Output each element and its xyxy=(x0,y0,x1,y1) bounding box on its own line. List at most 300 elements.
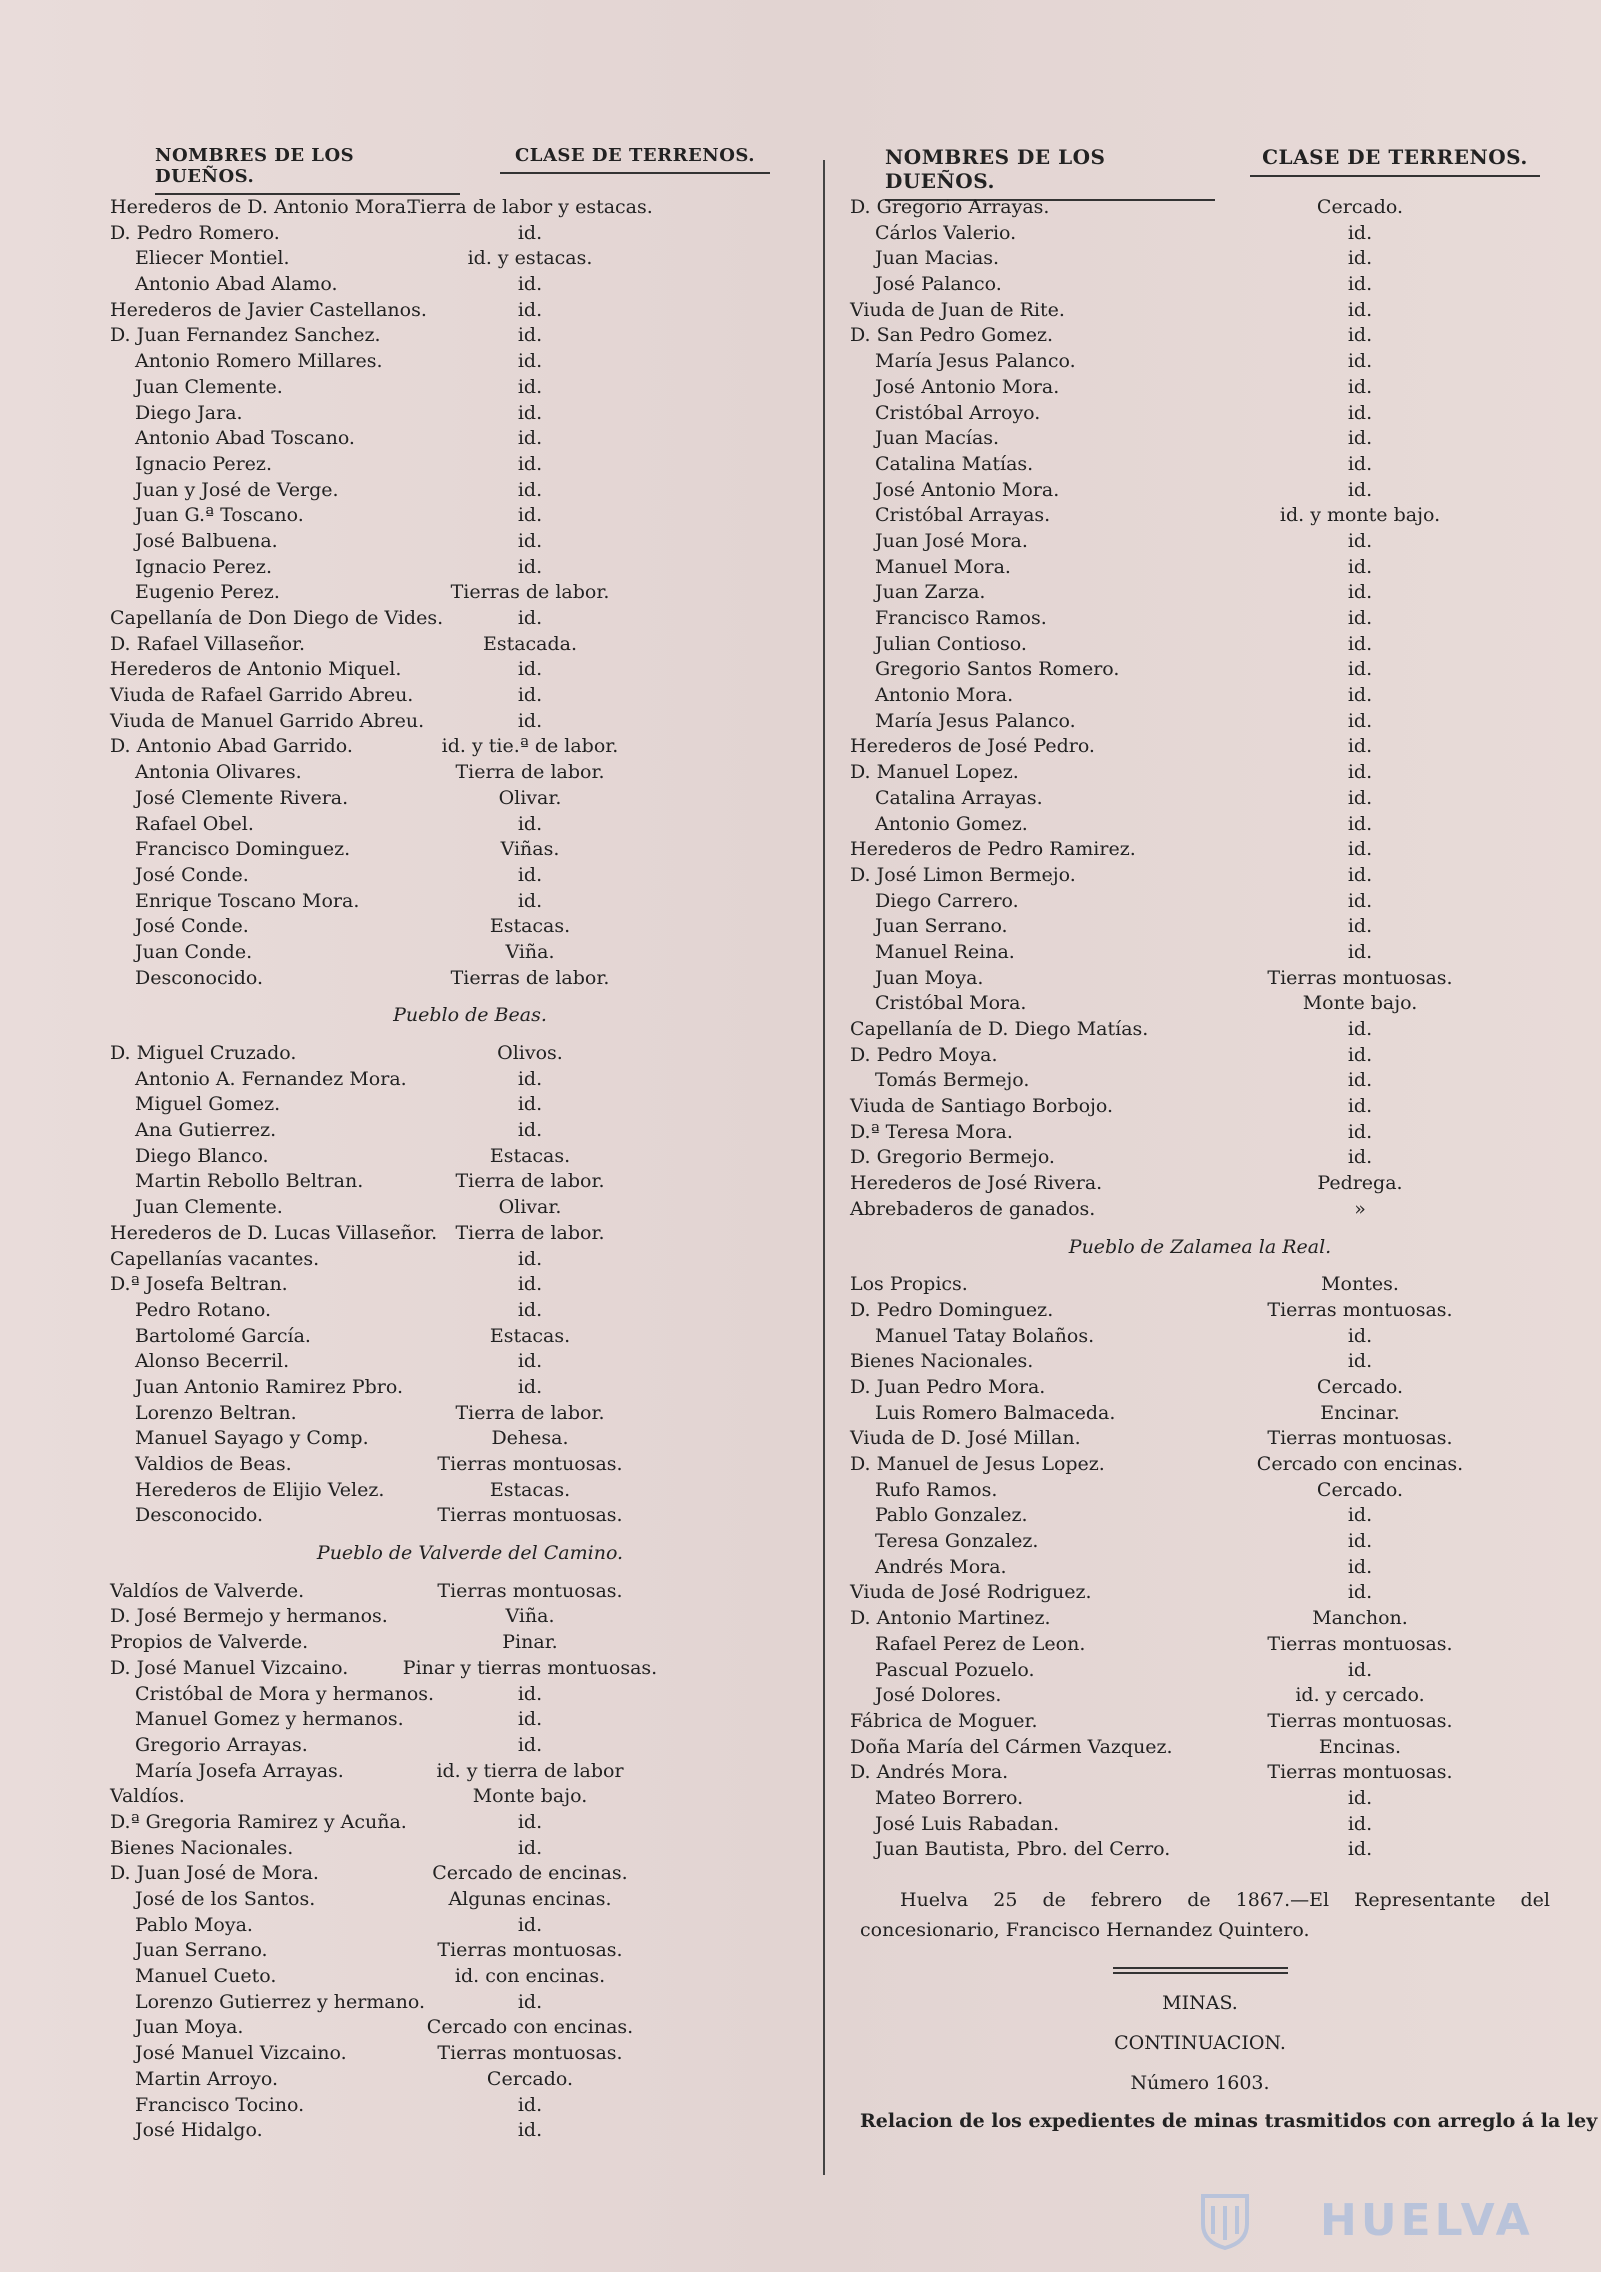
table-row xyxy=(850,1375,1550,1401)
owner-name: Pascual Pozuelo. xyxy=(875,1658,1035,1681)
land-type: Algunas encinas. xyxy=(448,1888,612,1910)
owner-name: Antonio Gomez. xyxy=(875,812,1028,835)
owner-name: Desconocido. xyxy=(135,1504,264,1527)
land-type: Tierras montuosas. xyxy=(1267,1709,1453,1732)
table-row xyxy=(110,1144,830,1170)
table-row xyxy=(850,401,1550,427)
land-type: Cercado con encinas. xyxy=(426,2016,634,2039)
land-type: id. xyxy=(1347,1120,1373,1143)
land-type: id. xyxy=(1347,1146,1373,1169)
owner-name: Juan G.ª Toscano. xyxy=(135,504,304,527)
land-type: Tierras montuosas. xyxy=(437,2042,623,2065)
table-row xyxy=(110,529,830,555)
land-type: id. xyxy=(1347,889,1373,912)
table-row xyxy=(110,503,830,529)
owner-name: Herederos de D. Lucas Villaseñor. xyxy=(110,1221,438,1244)
owner-name: Diego Jara. xyxy=(135,401,243,424)
land-type: id. xyxy=(517,298,543,321)
land-type: id. xyxy=(1347,427,1373,450)
table-row xyxy=(850,1145,1550,1171)
land-type: id. xyxy=(517,555,543,578)
table-row xyxy=(110,606,830,632)
land-type: Tierras montuosas. xyxy=(1267,1761,1453,1784)
owner-name: D. José Manuel Vizcaino. xyxy=(110,1656,349,1679)
table-row xyxy=(850,1171,1550,1197)
owner-name: Lorenzo Beltran. xyxy=(135,1401,297,1424)
land-type: id. xyxy=(1347,786,1373,809)
owner-name: Diego Carrero. xyxy=(875,889,1019,912)
owner-name: Rufo Ramos. xyxy=(875,1478,998,1501)
left-entries xyxy=(110,195,830,2144)
owner-name: Ignacio Perez. xyxy=(135,452,272,475)
owners-heading: NOMBRES DE LOS DUEÑOS. xyxy=(155,145,460,195)
land-type: id. xyxy=(517,375,543,398)
land-type: Encinar. xyxy=(1320,1401,1400,1424)
table-row xyxy=(850,606,1550,632)
owner-name: María Jesus Palanco. xyxy=(875,350,1076,373)
table-row xyxy=(110,1733,830,1759)
land-type: id. xyxy=(1347,555,1373,578)
owner-name: Juan Clemente. xyxy=(135,375,283,398)
land-type: id. y tierra de labor xyxy=(436,1759,624,1782)
table-row xyxy=(850,478,1550,504)
watermark-shield-icon xyxy=(1195,2190,1255,2250)
owner-name: D. Pedro Romero. xyxy=(110,221,280,244)
land-type: id. xyxy=(517,1298,543,1321)
land-type: id. xyxy=(1347,273,1373,296)
table-row xyxy=(110,1041,830,1067)
land-type: id. xyxy=(517,1913,543,1936)
table-row xyxy=(110,1630,830,1656)
owner-name: D. Antonio Abad Garrido. xyxy=(110,735,353,758)
table-row xyxy=(110,580,830,606)
owner-name: Desconocido. xyxy=(135,966,264,989)
land-type: id. xyxy=(1347,1530,1373,1553)
owner-name: D. Andrés Mora. xyxy=(850,1761,1009,1784)
land-type: Olivar. xyxy=(498,786,562,809)
land-type: id. con encinas. xyxy=(454,1965,606,1988)
land-type: Tierras montuosas. xyxy=(1267,1632,1453,1655)
table-row xyxy=(110,657,830,683)
table-row xyxy=(110,555,830,581)
land-type: id. xyxy=(517,504,543,527)
land-type: Monte bajo. xyxy=(1302,992,1418,1015)
owner-name: D. Manuel Lopez. xyxy=(850,761,1019,784)
land-type: id. xyxy=(517,607,543,629)
table-row xyxy=(850,812,1550,838)
owner-name: Francisco Dominguez. xyxy=(135,838,351,861)
owner-name: Juan Conde. xyxy=(135,940,253,963)
land-type: id. xyxy=(517,1733,543,1756)
table-row xyxy=(850,1760,1550,1786)
table-row xyxy=(110,1221,830,1247)
owner-name: Rafael Obel. xyxy=(135,812,254,835)
table-row xyxy=(850,1837,1550,1863)
land-type: id. xyxy=(1347,735,1373,758)
table-row xyxy=(850,1735,1550,1761)
owner-name: Los Propics. xyxy=(850,1273,968,1296)
table-row xyxy=(850,1043,1550,1069)
table-row xyxy=(110,734,830,760)
land-type: Pedrega. xyxy=(1317,1172,1403,1195)
owner-name: Doña María del Cármen Vazquez. xyxy=(850,1735,1173,1758)
owner-name: Pablo Gonzalez. xyxy=(875,1504,1028,1527)
land-type: Cercado. xyxy=(1316,196,1404,218)
owner-name: Francisco Tocino. xyxy=(135,2093,305,2116)
table-row xyxy=(850,940,1550,966)
table-row xyxy=(850,889,1550,915)
land-type: Tierras montuosas. xyxy=(437,1504,623,1527)
land-type: id. xyxy=(1347,812,1373,835)
owner-name: Martin Rebollo Beltran. xyxy=(135,1170,364,1193)
table-row xyxy=(850,426,1550,452)
table-row xyxy=(850,1068,1550,1094)
table-row xyxy=(850,323,1550,349)
owner-name: Capellanía de D. Diego Matías. xyxy=(850,1018,1149,1040)
table-row xyxy=(850,503,1550,529)
land-type: Cercado con encinas. xyxy=(1256,1453,1464,1475)
owner-name: Mateo Borrero. xyxy=(875,1786,1024,1809)
owner-name: Alonso Becerril. xyxy=(135,1350,290,1373)
land-type: Tierra de labor. xyxy=(455,761,605,784)
owner-name: Teresa Gonzalez. xyxy=(875,1530,1039,1553)
closing-signature: Huelva 25 de febrero de 1867.—El Representante del concesionario, Francisco Hernandez Quintero. xyxy=(860,1889,1550,1941)
owner-name: Enrique Toscano Mora. xyxy=(135,889,360,912)
owner-name: Catalina Arrayas. xyxy=(875,786,1043,809)
table-row xyxy=(110,1067,830,1093)
owner-name: Antonio Abad Alamo. xyxy=(135,273,338,296)
owner-name: Capellanía de Don Diego de Vides. xyxy=(110,607,444,629)
land-type: id. xyxy=(1347,838,1373,861)
owner-name: Juan Bautista, Pbro. del Cerro. xyxy=(875,1838,1171,1861)
owner-name: Viuda de Rafael Garrido Abreu. xyxy=(110,684,414,707)
section-heading: Pueblo de Zalamea la Real. xyxy=(1068,1235,1332,1258)
owner-name: D. Gregorio Arrayas. xyxy=(850,196,1050,218)
table-row xyxy=(850,991,1550,1017)
relacion-line: Relacion de los expedientes de minas trasmitidos con arreglo á la ley xyxy=(860,2110,1598,2132)
right-column xyxy=(850,135,1598,2132)
land-type: Tierra de labor. xyxy=(455,1170,605,1193)
table-row xyxy=(850,529,1550,555)
owner-name: María Jesus Palanco. xyxy=(875,709,1076,732)
land-type: id. xyxy=(1347,375,1373,398)
land-type: id. y cercado. xyxy=(1295,1684,1425,1707)
table-row xyxy=(850,863,1550,889)
table-row xyxy=(110,2067,830,2093)
land-type: Olivos. xyxy=(497,1042,563,1064)
owner-name: Cristóbal de Mora y hermanos. xyxy=(135,1682,435,1705)
owner-name: Juan Moya. xyxy=(875,966,984,989)
land-type: Cercado de encinas. xyxy=(432,1862,628,1885)
table-row xyxy=(850,452,1550,478)
table-row xyxy=(850,1478,1550,1504)
owner-name: Manuel Mora. xyxy=(875,555,1011,578)
land-type: id. xyxy=(517,1247,543,1270)
table-row xyxy=(850,760,1550,786)
land-type: Cercado. xyxy=(486,2067,574,2090)
owner-name: Gregorio Arrayas. xyxy=(135,1733,308,1756)
table-row xyxy=(850,1094,1550,1120)
table-row xyxy=(110,1452,830,1478)
table-row xyxy=(110,1169,830,1195)
owner-name: Herederos de Antonio Miquel. xyxy=(110,658,402,681)
owner-name: D. Gregorio Bermejo. xyxy=(850,1146,1055,1169)
table-row xyxy=(850,1197,1550,1223)
owner-name: Juan Serrano. xyxy=(875,915,1008,938)
owner-name: Juan Serrano. xyxy=(135,1939,268,1962)
table-row xyxy=(110,1938,830,1964)
owner-name: D. Pedro Dominguez. xyxy=(850,1298,1054,1321)
table-row xyxy=(110,1964,830,1990)
table-row xyxy=(110,246,830,272)
owner-name: María Josefa Arrayas. xyxy=(135,1759,344,1782)
land-type-heading: CLASE DE TERRENOS. xyxy=(500,145,770,174)
land-type: Cercado. xyxy=(1316,1478,1404,1501)
table-row xyxy=(110,1990,830,2016)
owner-name: Viuda de Juan de Rite. xyxy=(850,298,1065,321)
table-row xyxy=(110,1401,830,1427)
owner-name: Juan y José de Verge. xyxy=(135,478,339,501)
table-row xyxy=(850,1324,1550,1350)
land-type: Estacas. xyxy=(489,1478,571,1501)
owner-name: Abrebaderos de ganados. xyxy=(850,1197,1096,1220)
table-row xyxy=(850,221,1550,247)
land-type: id. xyxy=(1347,1095,1373,1118)
double-rule-divider xyxy=(1113,1967,1288,1974)
owner-name: Valdíos de Valverde. xyxy=(110,1579,305,1602)
owner-name: Cristóbal Mora. xyxy=(875,992,1027,1015)
owner-name: Andrés Mora. xyxy=(875,1555,1007,1578)
owner-name: Pedro Rotano. xyxy=(135,1298,271,1321)
owner-name: José Hidalgo. xyxy=(135,2119,263,2142)
table-row xyxy=(110,940,830,966)
table-row xyxy=(110,2118,830,2144)
table-row xyxy=(110,760,830,786)
table-row xyxy=(110,683,830,709)
owner-name: Juan Antonio Ramirez Pbro. xyxy=(135,1375,403,1398)
owner-name: D. Rafael Villaseñor. xyxy=(110,632,306,655)
owner-name: Herederos de Javier Castellanos. xyxy=(110,298,427,321)
land-type: id. xyxy=(517,1375,543,1398)
land-type: Tierra de labor y estacas. xyxy=(407,196,653,218)
owner-name: Cristóbal Arroyo. xyxy=(875,401,1041,424)
land-type: id. xyxy=(517,1350,543,1373)
owner-name: José Conde. xyxy=(135,915,249,938)
table-row xyxy=(850,1298,1550,1324)
table-row xyxy=(110,1426,830,1452)
land-type: Manchon. xyxy=(1312,1607,1408,1630)
table-row xyxy=(850,1401,1550,1427)
owner-name: D. Juan José de Mora. xyxy=(110,1862,319,1885)
land-type: id. xyxy=(1347,1838,1373,1861)
table-row xyxy=(110,1887,830,1913)
land-type: id. xyxy=(517,1682,543,1705)
owner-name: Herederos de D. Antonio Mora. xyxy=(110,196,413,218)
table-row xyxy=(850,837,1550,863)
land-type: id. xyxy=(1347,1069,1373,1092)
table-row xyxy=(850,1580,1550,1606)
owner-name: Juan Macias. xyxy=(875,247,1000,270)
land-type: Tierra de labor. xyxy=(455,1401,605,1424)
owner-name: Manuel Reina. xyxy=(875,940,1015,963)
owner-name: Manuel Cueto. xyxy=(135,1965,277,1988)
land-type: Viñas. xyxy=(500,838,560,861)
owner-name: Bienes Nacionales. xyxy=(850,1350,1034,1373)
owner-name: Viuda de José Rodriguez. xyxy=(850,1581,1092,1604)
table-row xyxy=(110,786,830,812)
table-row xyxy=(110,1324,830,1350)
table-row xyxy=(110,195,830,221)
owner-name: Capellanías vacantes. xyxy=(110,1247,320,1270)
land-type: Viña. xyxy=(505,940,555,963)
land-type: id. xyxy=(1347,632,1373,655)
land-type: id. xyxy=(517,889,543,912)
owner-name: José Dolores. xyxy=(875,1684,1002,1707)
table-row xyxy=(850,709,1550,735)
owner-name: Bienes Nacionales. xyxy=(110,1836,294,1859)
owner-name: D. Manuel de Jesus Lopez. xyxy=(850,1453,1105,1475)
land-type: Pinar y tierras montuosas. xyxy=(402,1656,658,1679)
table-row xyxy=(850,1272,1550,1298)
table-row xyxy=(110,709,830,735)
land-type: id. xyxy=(517,1810,543,1833)
land-type: id. xyxy=(1347,581,1373,604)
table-row xyxy=(110,1118,830,1144)
table-row xyxy=(850,298,1550,324)
land-type: id. xyxy=(1347,915,1373,938)
table-row xyxy=(110,2015,830,2041)
land-type: id. xyxy=(517,684,543,707)
table-row xyxy=(110,1759,830,1785)
land-type: id. y tie.ª de labor. xyxy=(441,735,619,758)
owner-name: Gregorio Santos Romero. xyxy=(875,658,1120,681)
owner-name: Juan Zarza. xyxy=(875,581,986,604)
land-type: id. xyxy=(517,658,543,681)
owner-name: Bartolomé García. xyxy=(135,1324,311,1347)
land-type: id. xyxy=(517,2119,543,2142)
owner-name: Valdíos. xyxy=(110,1785,185,1808)
minas-heading: MINAS. xyxy=(1162,1992,1238,2014)
land-type: id. xyxy=(1347,350,1373,373)
owner-name: Cárlos Valerio. xyxy=(875,221,1017,244)
land-type: Monte bajo. xyxy=(472,1785,588,1808)
owner-name: Antonio Romero Millares. xyxy=(135,350,383,373)
table-row xyxy=(110,632,830,658)
land-type: id. xyxy=(517,1708,543,1731)
land-type: id. xyxy=(1347,1658,1373,1681)
land-type: Estacas. xyxy=(489,915,571,938)
table-row xyxy=(110,1861,830,1887)
land-type: id. xyxy=(517,324,543,347)
table-row xyxy=(850,375,1550,401)
owner-name: Antonio Abad Toscano. xyxy=(135,427,355,450)
land-type: Pinar. xyxy=(502,1631,558,1654)
owner-name: D. Miguel Cruzado. xyxy=(110,1042,297,1064)
land-type: id. xyxy=(1347,1786,1373,1809)
owner-name: Propios de Valverde. xyxy=(110,1631,309,1654)
owner-name: José Balbuena. xyxy=(135,529,278,552)
land-type: id. xyxy=(1347,1018,1373,1040)
table-row xyxy=(110,1656,830,1682)
owner-name: Manuel Gomez y hermanos. xyxy=(135,1708,404,1731)
land-type: Olivar. xyxy=(498,1196,562,1219)
land-type: id. xyxy=(517,529,543,552)
table-row xyxy=(110,221,830,247)
owner-name: Francisco Ramos. xyxy=(875,607,1047,629)
table-row xyxy=(110,837,830,863)
land-type: id. xyxy=(1347,529,1373,552)
land-type: id. xyxy=(517,863,543,886)
owner-name: Manuel Sayago y Comp. xyxy=(135,1427,369,1450)
owner-name: Valdios de Beas. xyxy=(135,1453,292,1475)
owner-name: Luis Romero Balmaceda. xyxy=(875,1401,1116,1424)
owner-name: Fábrica de Moguer. xyxy=(850,1709,1038,1732)
owner-name: Herederos de José Pedro. xyxy=(850,735,1095,758)
land-type: id. xyxy=(517,1067,543,1090)
table-row xyxy=(850,1606,1550,1632)
land-type: id. y estacas. xyxy=(467,247,593,270)
owner-name: Viuda de Manuel Garrido Abreu. xyxy=(110,709,425,732)
table-row xyxy=(110,452,830,478)
owner-name: José Luis Rabadan. xyxy=(875,1812,1060,1835)
land-type: id. xyxy=(1347,1555,1373,1578)
land-type: id. xyxy=(1347,684,1373,707)
table-row xyxy=(850,1120,1550,1146)
owner-name: José Palanco. xyxy=(875,273,1002,296)
table-row xyxy=(110,1604,830,1630)
owner-name: Martin Arroyo. xyxy=(135,2067,279,2090)
table-row xyxy=(850,1658,1550,1684)
table-row xyxy=(850,683,1550,709)
table-row xyxy=(110,1810,830,1836)
owner-name: Herederos de José Rivera. xyxy=(850,1172,1103,1195)
land-type: id. xyxy=(517,709,543,732)
table-row xyxy=(850,1529,1550,1555)
land-type: Montes. xyxy=(1321,1273,1399,1296)
land-type: Tierras montuosas. xyxy=(437,1939,623,1962)
land-type: Viña. xyxy=(505,1605,555,1628)
land-type: id. xyxy=(517,273,543,296)
left-column xyxy=(110,135,830,2144)
land-type: Tierras montuosas. xyxy=(437,1453,623,1475)
right-entries xyxy=(850,195,1550,1863)
land-type: id. xyxy=(1347,940,1373,963)
land-type: Tierras montuosas. xyxy=(437,1579,623,1602)
table-row xyxy=(110,863,830,889)
table-row xyxy=(110,1092,830,1118)
land-type: Tierras montuosas. xyxy=(1267,1427,1453,1450)
owner-name: D. José Bermejo y hermanos. xyxy=(110,1605,388,1628)
table-row xyxy=(110,1349,830,1375)
land-type: id. xyxy=(1347,709,1373,732)
table-row xyxy=(110,298,830,324)
land-type: Estacas. xyxy=(489,1324,571,1347)
table-row xyxy=(110,1375,830,1401)
table-row xyxy=(850,632,1550,658)
land-type: id. xyxy=(517,1990,543,2013)
table-row xyxy=(110,966,830,992)
owner-name: José de los Santos. xyxy=(135,1888,316,1910)
owner-name: Herederos de Pedro Ramirez. xyxy=(850,838,1136,861)
table-row xyxy=(110,812,830,838)
owner-name: D.ª Gregoria Ramirez y Acuña. xyxy=(110,1810,407,1833)
land-type: Tierras de labor. xyxy=(450,966,610,989)
owner-name: José Antonio Mora. xyxy=(875,478,1060,501)
table-row xyxy=(110,349,830,375)
land-type: id. xyxy=(517,452,543,475)
right-header xyxy=(850,135,1550,193)
owner-name: Pablo Moya. xyxy=(135,1913,253,1936)
